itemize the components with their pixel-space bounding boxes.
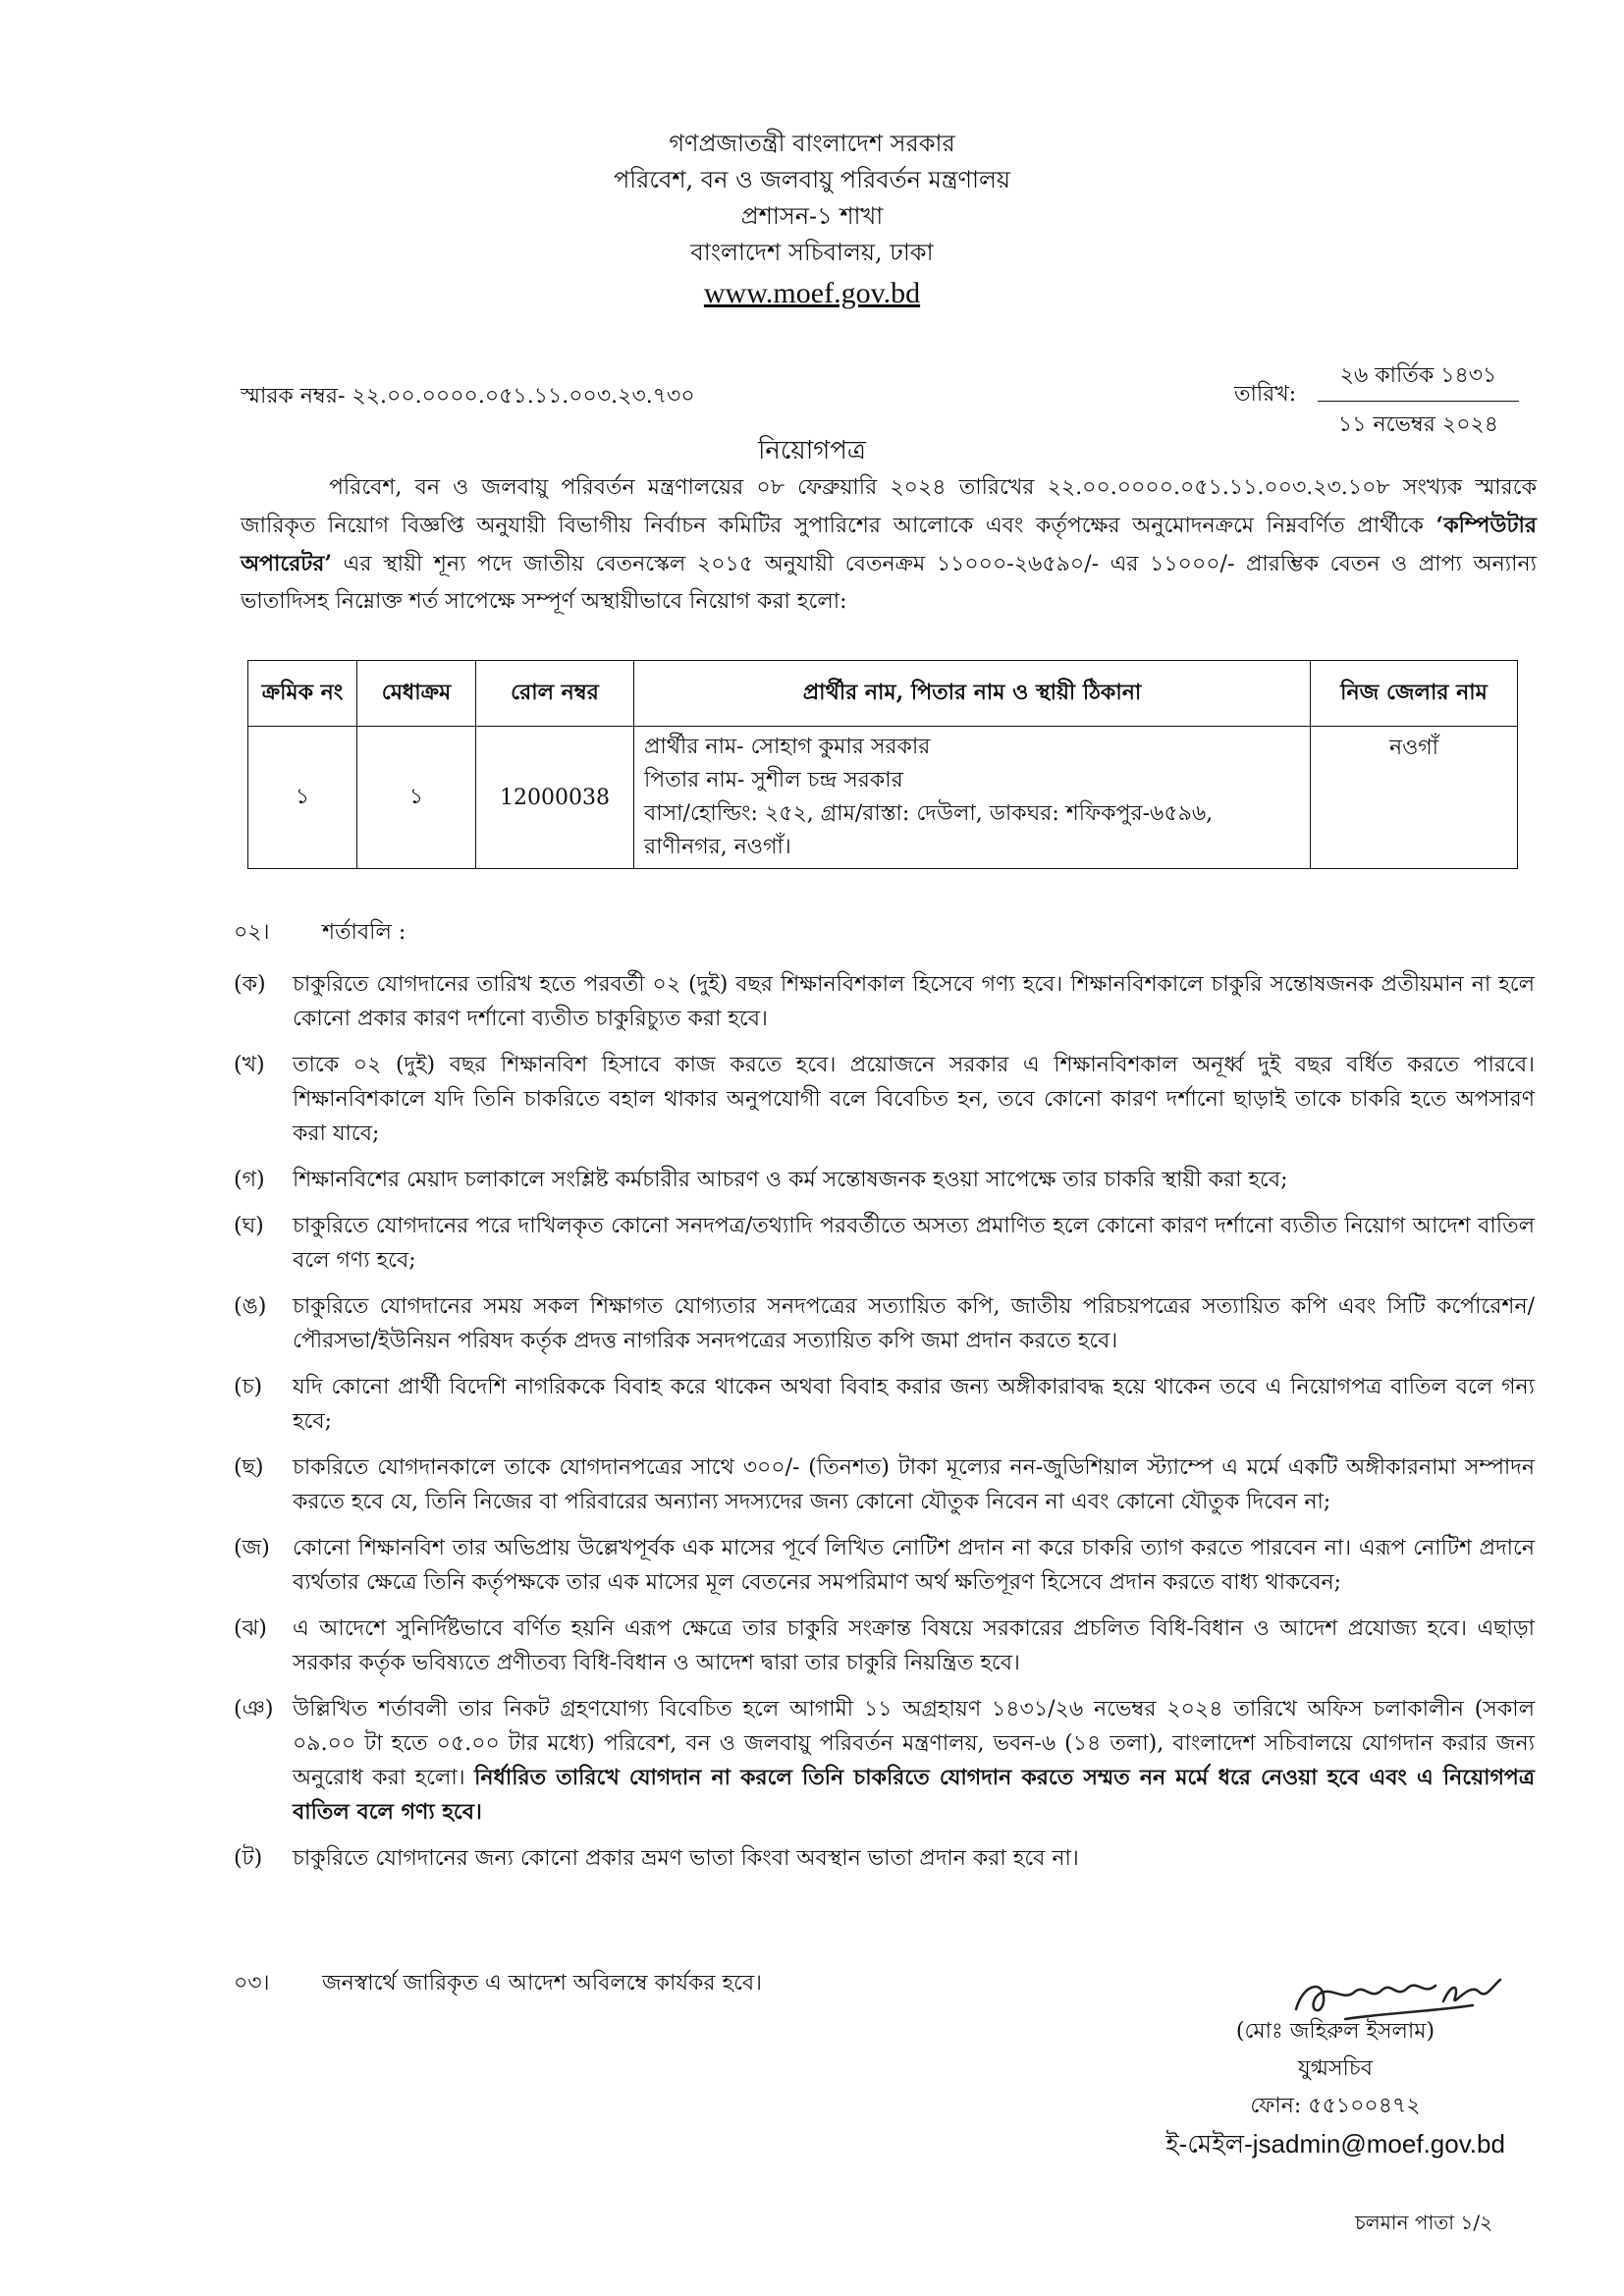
government-name: গণপ্রজাতন্ত্রী বাংলাদেশ সরকার <box>669 130 955 157</box>
condition-text: এ আদেশে সুনির্দিষ্টভাবে বর্ণিত হয়নি এরূপ ক্ষেত্রে তার চাকুরি সংক্রান্ত বিষয়ে সরকারের প্রচলিত বিধি-বিধান ও আদেশ প্রযোজ্য হবে। এছাড়া সরকার কর্তৃক ভবিষ্যতে প্রণীতব্য বিধি-বিধান ও আদেশ দ্বারা তার চাকুরি নিয়ন্ত্রিত হবে। <box>293 1616 1535 1675</box>
candidate-name: প্রার্থীর নাম- সোহাগ কুমার সরকার <box>644 735 931 759</box>
condition-label: (ঝ) <box>234 1616 267 1641</box>
cell-details <box>634 727 1311 869</box>
cell-serial: ১ <box>248 727 357 869</box>
header-roll: রোল নম্বর <box>476 661 634 727</box>
candidate-table <box>247 660 1518 869</box>
condition-label: (ঘ) <box>234 1214 264 1238</box>
condition-body <box>293 1692 1535 1830</box>
condition-body <box>293 967 1535 1036</box>
signatory-name: (মোঃ জহিরুল ইসলাম) <box>1235 2019 1435 2044</box>
intro-text-1: পরিবেশ, বন ও জলবায়ু পরিবর্তন মন্ত্রণালয়ের ০৮ ফেব্রুয়ারি ২০২৪ তারিখের ২২.০০.০০০০.০৫১.১১.০০৩.২৩.১০৮ সংখ্যক স্মারকে জারিকৃত নিয়োগ বিজ্ঞপ্তি অনুযায়ী বিভাগীয় নির্বাচন কমিটির সুপারিশের আলোকে এবং কর্তৃপক্ষের অনুমোদনক্রমে নিম্নবর্ণিত প্রার্থীকে <box>241 475 1537 538</box>
condition-bold-text: নির্ধারিত তারিখে যোগদান না করলে তিনি চাকরিতে যোগদান করতে সম্মত নন মর্মে ধরে নেওয়া হবে এবং এ নিয়োগপত্র বাতিল বলে গণ্য হবে। <box>293 1765 1535 1825</box>
condition-item <box>234 967 1535 1036</box>
condition-body <box>293 1531 1535 1600</box>
letter-title: নিয়োগপত্র <box>757 436 867 465</box>
father-name: পিতার নাম- সুশীল চন্দ্র সরকার <box>644 768 903 793</box>
condition-text: তাকে ০২ (দুই) বছর শিক্ষানবিশ হিসাবে কাজ করতে হবে। প্রয়োজনে সরকার এ শিক্ষানবিশকাল অনূর্ধ্ব দুই বছর বর্ধিত করতে পারবে। শিক্ষানবিশকালে যদি তিনি চাকরিতে বহাল থাকার অনুপযোগী বলে বিবেচিত হন, তবে কোনো কারণ দর্শানো ছাড়াই তাকে চাকরি হতে অপসারণ করা যাবে; <box>293 1053 1535 1146</box>
condition-item <box>234 1289 1535 1358</box>
signatory-email[interactable]: ই-মেইল-jsadmin@moef.gov.bd <box>1165 2129 1505 2159</box>
signature-icon <box>1286 1962 1512 2031</box>
condition-body <box>293 1048 1535 1151</box>
date-label: তারিখ: <box>1234 382 1297 407</box>
header-merit: মেধাক্রম <box>357 661 476 727</box>
condition-item <box>234 1841 1535 1876</box>
signatory-designation: যুগ্মসচিব <box>1298 2056 1373 2081</box>
condition-label: (জ) <box>234 1536 270 1560</box>
date-english: ১১ নভেম্বর ২০২৪ <box>1337 412 1499 437</box>
condition-label: (খ) <box>234 1053 265 1077</box>
clause-3-text: জনস্বার্থে জারিকৃত এ আদেশ অবিলম্বে কার্যকর হবে। <box>322 1971 763 1995</box>
header-details: প্রার্থীর নাম, পিতার নাম ও স্থায়ী ঠিকানা <box>634 661 1311 727</box>
condition-text: চাকুরিতে যোগদানের তারিখ হতে পরবর্তী ০২ (দুই) বছর শিক্ষানবিশকাল হিসেবে গণ্য হবে। শিক্ষানবিশকালে চাকুরি সন্তোষজনক প্রতীয়মান না হলে কোনো প্রকার কারণ দর্শানো ব্যতীত চাকুরিচ্যুত করা হবে। <box>293 972 1535 1031</box>
condition-text: চাকুরিতে যোগদানের সময় সকল শিক্ষাগত যোগ্যতার সনদপত্রের সত্যায়িত কপি, জাতীয় পরিচয়পত্রের সত্যায়িত কপি এবং সিটি কর্পোরেশন/পৌরসভা/ইউনিয়ন পরিষদ কর্তৃক প্রদত্ত নাগরিক সনদপত্রের সত্যায়িত কপি জমা প্রদান করতে হবে। <box>293 1294 1535 1353</box>
condition-body <box>293 1163 1535 1197</box>
header-serial: ক্রমিক নং <box>248 661 357 727</box>
condition-text: চাকুরিতে যোগদানের পরে দাখিলকৃত কোনো সনদপত্র/তথ্যাদি পরবর্তীতে অসত্য প্রমাণিত হলে কোনো কারণ দর্শানো ব্যতীত নিয়োগ আদেশ বাতিল বলে গণ্য হবে; <box>293 1214 1535 1273</box>
conditions-title: শর্তাবলি : <box>322 920 406 945</box>
condition-text: শিক্ষানবিশের মেয়াদ চলাকালে সংশ্লিষ্ট কর্মচারীর আচরণ ও কর্ম সন্তোষজনক হওয়া সাপেক্ষে তার চাকরি স্থায়ী করা হবে; <box>293 1168 1288 1192</box>
date-bangla: ২৬ কার্তিক ১৪৩১ <box>1318 358 1519 402</box>
cell-roll: 12000038 <box>476 727 634 869</box>
condition-text: চাকুরিতে যোগদানের জন্য কোনো প্রকার ভ্রমণ ভাতা কিংবা অবস্থান ভাতা প্রদান করা হবে না। <box>293 1846 1079 1871</box>
clause-3-number: ০৩। <box>234 1971 270 1995</box>
intro-paragraph <box>241 469 1537 621</box>
condition-label: (ক) <box>234 972 266 997</box>
condition-text: যদি কোনো প্রার্থী বিদেশি নাগরিককে বিবাহ করে থাকেন অথবা বিবাহ করার জন্য অঙ্গীকারাবদ্ধ হয়ে থাকেন তবে এ নিয়োগপত্র বাতিল বলে গন্য হবে; <box>293 1375 1535 1434</box>
candidate-address: বাসা/হোল্ডিং: ২৫২, গ্রাম/রাস্তা: দেউলা, ডাকঘর: শফিকপুর-৬৫৯৬, রাণীনগর, নওগাঁ। <box>644 801 1214 859</box>
condition-item <box>234 1048 1535 1151</box>
ministry-name: পরিবেশ, বন ও জলবায়ু পরিবর্তন মন্ত্রণালয় <box>613 166 1011 193</box>
office-location: বাংলাদেশ সচিবালয়, ঢাকা <box>690 239 934 266</box>
cell-merit: ১ <box>357 727 476 869</box>
table-row <box>248 727 1518 869</box>
condition-item <box>234 1450 1535 1519</box>
condition-body <box>293 1289 1535 1358</box>
condition-text: কোনো শিক্ষানবিশ তার অভিপ্রায় উল্লেখপূর্বক এক মাসের পূর্বে লিখিত নোটিশ প্রদান না করে চাকরি ত্যাগ করতে পারবেন না। এরূপ নোটিশ প্রদানে ব্যর্থতার ক্ষেত্রে তিনি কর্তৃপক্ষকে তার এক মাসের মূল বেতনের সমপরিমাণ অর্থ ক্ষতিপূরণ হিসেবে প্রদান করতে বাধ্য থাকবেন; <box>293 1536 1535 1595</box>
condition-item <box>234 1370 1535 1439</box>
condition-text: চাকরিতে যোগদানকালে তাকে যোগদানপত্রের সাথে ৩০০/- (তিনশত) টাকা মূল্যের নন-জুডিশিয়াল স্ট্যাম্পে এ মর্মে একটি অঙ্গীকারনামা সম্পাদন করতে হবে যে, তিনি নিজের বা পরিবারের অন্যান্য সদস্যদের জন্য কোনো যৌতুক নিবেন না এবং কোনো যৌতুক দিবেন না; <box>293 1455 1535 1514</box>
website-link[interactable]: www.moef.gov.bd <box>703 277 921 309</box>
post-name: ‘কম্পিউটার অপারেটর’ <box>241 513 1537 576</box>
branch-name: প্রশাসন-১ শাখা <box>740 202 884 230</box>
condition-body <box>293 1450 1535 1519</box>
condition-label: (ট) <box>234 1846 263 1871</box>
signatory-phone: ফোন: ৫৫১০০৪৭২ <box>1250 2094 1421 2118</box>
condition-item <box>234 1163 1535 1197</box>
condition-label: (ছ) <box>234 1455 264 1480</box>
letterhead <box>0 126 1624 311</box>
conditions-number: ০২। <box>234 920 270 945</box>
condition-text: উল্লিখিত শর্তাবলী তার নিকট গ্রহণযোগ্য বিবেচিত হলে আগামী ১১ অগ্রহায়ণ ১৪৩১/২৬ নভেম্বর ২০২৪ তারিখে অফিস চলাকালীন (সকাল ০৯.০০ টা হতে ০৫.০০ টার মধ্যে) পরিবেশ, বন ও জলবায়ু পরিবর্তন মন্ত্রণালয়, ভবন-৬ (১৪ তলা), বাংলাদেশ সচিবালয়ে যোগদান করার জন্য অনুরোধ করা হলো। <box>293 1697 1535 1790</box>
intro-text-2: এর স্থায়ী শূন্য পদে জাতীয় বেতনস্কেল ২০১৫ অনুযায়ী বেতনক্রম ১১০০০-২৬৫৯০/- এর ১১০০০/- প্রারম্ভিক বেতন ও প্রাপ্য অন্যান্য ভাতাদিসহ নিম্নোক্ত শর্ত সাপেক্ষে সম্পূর্ণ অস্থায়ীভাবে নিয়োগ করা হলো: <box>241 552 1537 614</box>
condition-body <box>293 1370 1535 1439</box>
page-continuation: চলমান পাতা ১/২ <box>1355 2211 1493 2234</box>
signatory-block <box>1139 2013 1532 2162</box>
condition-item <box>234 1692 1535 1830</box>
table-header-row <box>248 661 1518 727</box>
condition-body <box>293 1209 1535 1278</box>
condition-item <box>234 1612 1535 1680</box>
condition-label: (ঞ) <box>234 1697 274 1722</box>
condition-body <box>293 1841 1535 1876</box>
condition-label: (চ) <box>234 1375 263 1399</box>
condition-label: (ঙ) <box>234 1294 267 1319</box>
cell-district: নওগাঁ <box>1311 727 1518 869</box>
condition-body <box>293 1612 1535 1680</box>
header-district: নিজ জেলার নাম <box>1311 661 1518 727</box>
condition-label: (গ) <box>234 1168 265 1192</box>
conditions-list <box>234 967 1535 1887</box>
condition-item <box>234 1531 1535 1600</box>
memo-number: স্মারক নম্বর- ২২.০০.০০০০.০৫১.১১.০০৩.২৩.৭৩০ <box>241 384 695 409</box>
condition-item <box>234 1209 1535 1278</box>
